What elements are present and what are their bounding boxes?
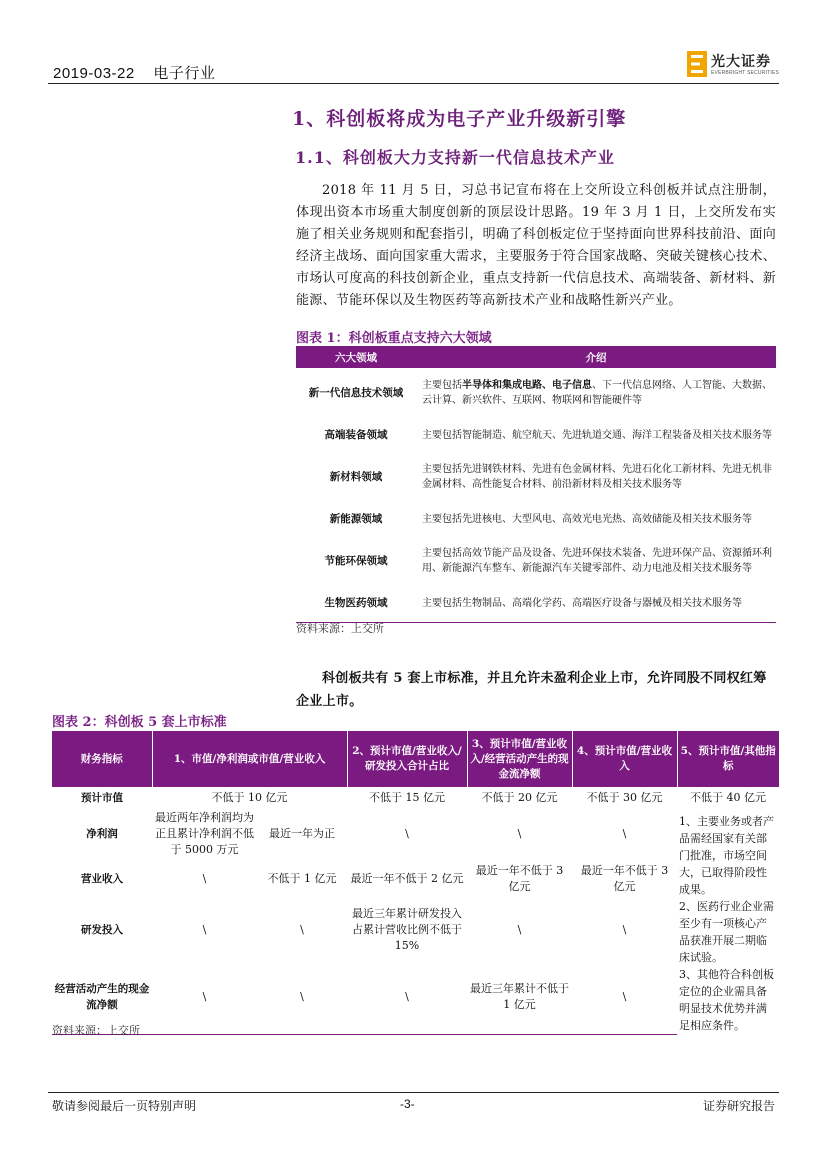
- cell: 最近一年不低于 2 亿元: [350, 872, 464, 886]
- footer-report-type: 证券研究报告: [703, 1099, 776, 1113]
- cell: \: [152, 960, 257, 1034]
- table-row: [52, 809, 779, 859]
- cell: 不低于 1 亿元: [267, 872, 337, 886]
- report-date: 2019-03-22: [53, 65, 135, 82]
- table-row: [296, 502, 776, 536]
- cell: \: [202, 922, 207, 936]
- field-name: 新一代信息技术领域: [308, 386, 404, 399]
- table-row: [296, 586, 776, 622]
- field-desc: 主要包括智能制造、航空航天、先进轨道交通、海洋工程装备及相关技术服务等: [422, 429, 772, 441]
- col-header-field: 六大领域: [296, 346, 416, 368]
- table-row: [296, 368, 776, 418]
- cell: \: [405, 826, 409, 840]
- cell: \: [202, 872, 207, 886]
- field-name: 生物医药领域: [296, 586, 416, 622]
- metric-label: 预计市值: [81, 792, 123, 804]
- metric-label: 营业收入: [81, 873, 123, 886]
- page-number: -3-: [400, 1097, 415, 1111]
- standard-5-notes: [677, 809, 779, 1034]
- figure-2-table: [52, 731, 779, 1035]
- col-header-intro: 介绍: [416, 346, 776, 368]
- metric-label: 研发投入: [81, 923, 123, 936]
- logo-text-en: EVERBRIGHT SECURITIES: [711, 70, 780, 76]
- cell: \: [517, 826, 522, 840]
- cell: 不低于 15 亿元: [369, 791, 445, 804]
- metric-label: 净利润: [86, 827, 118, 840]
- table-row: [296, 418, 776, 452]
- table-row: [52, 859, 779, 900]
- cell: 最近一年不低于 3 亿元: [580, 864, 669, 894]
- header-divider: [48, 83, 779, 84]
- cell: \: [622, 922, 627, 936]
- figure-1-source: 资料来源：上交所: [296, 622, 384, 635]
- col-header-standard-3: 3、预计市值/营业收入/经营活动产生的现金流净额: [467, 731, 572, 787]
- industry-label: 电子行业: [153, 65, 216, 82]
- cell: 不低于 10 亿元: [211, 791, 288, 804]
- table-row: [52, 787, 779, 809]
- cell: \: [572, 960, 677, 1034]
- figure-2-title: 图表 2：科创板 5 套上市标准: [52, 715, 227, 730]
- header-meta: [53, 62, 229, 83]
- field-name: 新能源领域: [329, 512, 383, 525]
- cell: \: [517, 922, 522, 936]
- note-item: 1、主要业务或者产品需经国家有关部门批准，市场空间大，已取得阶段性成果。: [679, 815, 774, 896]
- field-name: 节能环保领域: [324, 554, 388, 567]
- field-desc: 主要包括先进核电、大型风电、高效光电光热、高效储能及相关技术服务等: [422, 513, 752, 525]
- footer-divider: [48, 1092, 779, 1093]
- table-header-row: [52, 731, 779, 787]
- table-row: [52, 900, 779, 960]
- cell: 最近一年不低于 3 亿元: [475, 864, 564, 894]
- note-item: 2、医药行业企业需至少有一项核心产品获准开展二期临床试验。: [679, 900, 774, 964]
- table-row: [52, 960, 779, 1034]
- field-name: 高端装备领域: [324, 428, 388, 441]
- figure-2-source: 资料来源：上交所: [52, 1024, 140, 1037]
- col-header-standard-4: 4、预计市值/营业收入: [572, 731, 677, 787]
- cell: 最近一年为正: [269, 826, 335, 840]
- cell: \: [300, 922, 304, 936]
- col-header-standard-1: 1、市值/净利润或市值/营业收入: [152, 731, 347, 787]
- cell: 不低于 20 亿元: [481, 791, 558, 804]
- table-header-row: [296, 346, 776, 368]
- table-row: [296, 452, 776, 502]
- cell: \: [257, 960, 347, 1034]
- note-item: 3、其他符合科创板定位的企业需具备明显技术优势并满足相应条件。: [679, 968, 774, 1032]
- col-header-standard-2: 2、预计市值/营业收入/研发投入合计占比: [347, 731, 467, 787]
- section-1-1-title: 1.1、科创板大力支持新一代信息技术产业: [295, 148, 615, 167]
- figure-1-table: [296, 346, 776, 623]
- table-row: [296, 536, 776, 586]
- cell: \: [622, 826, 627, 840]
- metric-label: 经营活动产生的现金流净额: [52, 960, 152, 1034]
- cell: 不低于 30 亿元: [586, 791, 663, 804]
- cell: 不低于 40 亿元: [690, 791, 766, 804]
- figure-1-title: 图表 1：科创板重点支持六大领域: [296, 331, 492, 346]
- field-desc: 主要包括半导体和集成电路、电子信息、下一代信息网络、人工智能、大数据、云计算、新兴软件、互联网、物联网和智能硬件等: [422, 380, 772, 406]
- field-desc: 主要包括高效节能产品及设备、先进环保技术装备、先进环保产品、资源循环利用、新能源汽车整车、新能源汽车关键零部件、动力电池及相关技术服务等: [422, 548, 772, 574]
- company-logo: [687, 49, 779, 81]
- cell: 最近两年净利润均为正且累计净利润不低于 5000 万元: [155, 810, 254, 856]
- listing-standards-summary: 科创板共有 5 套上市标准，并且允许未盈利企业上市，允许同股不同权红筹企业上市。: [296, 671, 767, 709]
- intro-paragraph: 2018 年 11 月 5 日，习总书记宣布将在上交所设立科创板并试点注册制，体现出资本市场重大制度创新的顶层设计思路。19 年 3 月 1 日，上交所发布实施了相关业务规则和配套指引，明确了科创板定位于坚持面向世界科技前沿、面向经济主战场、面向国家重大需求，主要服务于符合国家战略、突破关键核心技术、市场认可度高的科技创新企业，重点支持新一代信息技术、高端装备、新材料、新能源、节能环保以及生物医药等高新技术产业和战略性新兴产业。: [296, 183, 776, 308]
- field-desc: 主要包括生物制品、高端化学药、高端医疗设备与器械及相关技术服务等: [416, 586, 776, 622]
- col-header-metric: 财务指标: [52, 731, 152, 787]
- section-1-title: 1、科创板将成为电子产业升级新引擎: [292, 108, 627, 130]
- logo-mark-icon: [687, 51, 707, 77]
- logo-text-cn: 光大证券: [711, 54, 771, 70]
- cell: \: [347, 960, 467, 1034]
- field-name: 新材料领域: [329, 470, 383, 483]
- cell: 最近三年累计不低于 1 亿元: [467, 960, 572, 1034]
- footer-disclaimer: 敬请参阅最后一页特别声明: [52, 1099, 197, 1113]
- field-desc: 主要包括先进钢铁材料、先进有色金属材料、先进石化化工新材料、先进无机非金属材料、高性能复合材料、前沿新材料及相关技术服务等: [422, 464, 772, 490]
- cell: 最近三年累计研发投入占累计营收比例不低于 15%: [352, 906, 462, 952]
- col-header-standard-5: 5、预计市值/其他指标: [677, 731, 779, 787]
